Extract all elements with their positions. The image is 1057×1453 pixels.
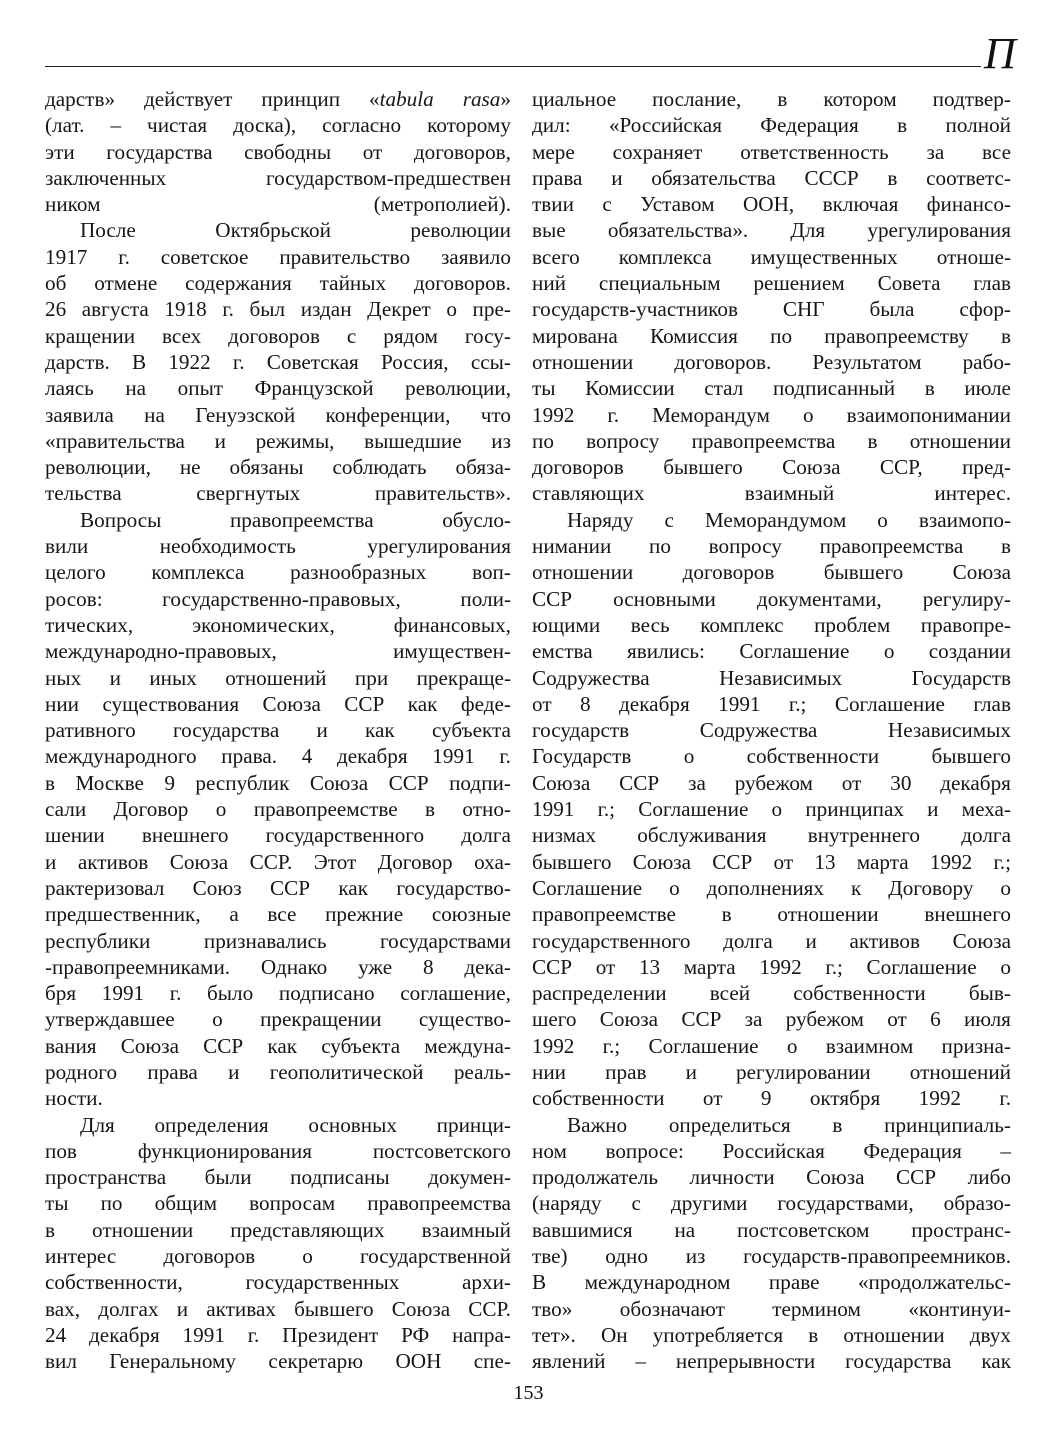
text-line: права и обязательства СССР в соответс-: [532, 165, 1011, 190]
text-line: Для определения основных принци-: [80, 1112, 511, 1137]
text-line: революции, не обязаны соблюдать обяза-: [45, 455, 511, 480]
text-line: и активов Союза ССР. Этот Договор оха-: [45, 849, 511, 874]
right-column: [532, 86, 1011, 1375]
text-line: распределении всей собственности быв-: [532, 981, 1011, 1006]
text-line: заявила на Генуэзской конференции, что: [45, 402, 511, 427]
text-line: ником (метрополией).: [45, 192, 511, 217]
page-number: 153: [513, 1382, 544, 1404]
text-line: тет». Он употребляется в отношении двух: [532, 1322, 1011, 1347]
header-rule: [45, 66, 981, 67]
text-line: договоров бывшего Союза ССР, пред-: [532, 455, 1011, 480]
text-line: рактеризовал Союз ССР как государство-: [45, 875, 511, 900]
text-line: тельства свергнутых правительств».: [45, 481, 511, 506]
text-line: бывшего Союза ССР от 13 марта 1992 г.;: [532, 849, 1011, 874]
text-line: 26 августа 1918 г. был издан Декрет о пре-: [45, 297, 511, 322]
text-line: Важно определиться в принципиаль-: [567, 1112, 1011, 1137]
text-line: твии с Уставом ООН, включая финансо-: [532, 192, 1011, 217]
section-letter: П: [984, 29, 1016, 78]
text-line: тических, экономических, финансовых,: [45, 612, 511, 637]
text-line: пространства были подписаны докумен-: [45, 1165, 511, 1190]
text-line: по вопросу правопреемства в отношении: [532, 428, 1011, 453]
text-line: явлений – непрерывности государства как: [532, 1349, 1011, 1374]
text-line: лаясь на опыт Французской революции,: [45, 376, 511, 401]
text-line: После Октябрьской революции: [80, 218, 511, 243]
text-line: собственности от 9 октября 1992 г.: [532, 1086, 1011, 1111]
text-line: пов функционирования постсоветского: [45, 1138, 511, 1163]
text-line: тве) одно из государств-правопреемников.: [532, 1244, 1011, 1269]
text-line: ний специальным решением Совета глав: [532, 271, 1011, 296]
text-line: ССР основными документами, регулиру-: [532, 586, 1011, 611]
text-line: заключенных государством-предшествен: [45, 165, 511, 190]
text-line: ющими весь комплекс проблем правопре-: [532, 612, 1011, 637]
text-line: ты Комиссии стал подписанный в июле: [532, 376, 1011, 401]
text-line: дарств» действует принцип «tabula rasa»: [45, 87, 511, 111]
text-line: 24 декабря 1991 г. Президент РФ напра-: [45, 1322, 511, 1347]
text-line: мирована Комиссия по правопреемству в: [532, 323, 1011, 348]
text-line: 1917 г. советское правительство заявило: [45, 244, 511, 269]
text-line: ном вопросе: Российская Федерация –: [532, 1138, 1011, 1163]
text-line: интерес договоров о государственной: [45, 1244, 511, 1269]
text-line: Содружества Независимых Государств: [532, 665, 1011, 690]
text-line: кращении всех договоров с рядом госу-: [45, 323, 511, 348]
text-line: шении внешнего государственного долга: [45, 823, 511, 848]
text-line: дарств. В 1922 г. Советская Россия, ссы-: [45, 349, 511, 374]
text-line: республики признавались государствами: [45, 928, 511, 953]
text-line: ности.: [45, 1086, 103, 1111]
text-line: «правительства и режимы, вышедшие из: [45, 428, 511, 453]
text-line: Вопросы правопреемства обусло-: [80, 507, 511, 532]
text-line: ССР от 13 марта 1992 г.; Соглашение о: [532, 954, 1011, 979]
text-line: эти государства свободны от договоров,: [45, 139, 511, 164]
text-line: вил Генеральному секретарю ООН спе-: [45, 1349, 511, 1374]
text-line: тво» обозначают термином «континуи-: [532, 1296, 1011, 1321]
text-line: ты по общим вопросам правопреемства: [45, 1191, 511, 1216]
text-line: дил: «Российская Федерация в полной: [532, 113, 1011, 138]
text-line: шего Союза ССР за рубежом от 6 июля: [532, 1007, 1011, 1032]
text-line: Наряду с Меморандумом о взаимопо-: [567, 507, 1011, 532]
text-line: государственного долга и активов Союза: [532, 928, 1011, 953]
text-line: 1992 г. Меморандум о взаимопонимании: [532, 402, 1011, 427]
text-line: вания Союза ССР как субъекта междуна-: [45, 1033, 511, 1058]
text-line: утверждавшее о прекращении существо-: [45, 1007, 511, 1032]
text-line: целого комплекса разнообразных воп-: [45, 560, 511, 585]
text-line: ративного государства и как субъекта: [45, 718, 511, 743]
text-line: емства явились: Соглашение о создании: [532, 639, 1011, 664]
text-line: низмах обслуживания внутреннего долга: [532, 823, 1011, 848]
text-line: В международном праве «продолжательс-: [532, 1270, 1011, 1295]
text-line: отношении договоров. Результатом рабо-: [532, 349, 1011, 374]
text-line: отношении договоров бывшего Союза: [532, 560, 1011, 585]
text-line: (лат. – чистая доска), согласно которому: [45, 113, 511, 138]
text-line: нии прав и регулировании отношений: [532, 1059, 1011, 1084]
left-column: [45, 86, 511, 1375]
text-line: 1992 г.; Соглашение о взаимном призна-: [532, 1033, 1011, 1058]
text-line: сали Договор о правопреемстве в отно-: [45, 797, 511, 822]
text-line: государств Содружества Независимых: [532, 718, 1011, 743]
text-line: вили необходимость урегулирования: [45, 534, 511, 559]
text-line: (наряду с другими государствами, образо-: [532, 1191, 1011, 1216]
text-line: правопреемстве в отношении внешнего: [532, 902, 1011, 927]
text-line: 1991 г.; Соглашение о принципах и меха-: [532, 797, 1011, 822]
text-line: вые обязательства». Для урегулирования: [532, 218, 1011, 243]
text-line: циальное послание, в котором подтвер-: [532, 87, 1011, 111]
text-line: Союза ССР за рубежом от 30 декабря: [532, 770, 1011, 795]
text-line: мере сохраняет ответственность за все: [532, 139, 1011, 164]
text-line: ных и иных отношений при прекраще-: [45, 665, 511, 690]
text-line: Соглашение о дополнениях к Договору о: [532, 875, 1011, 900]
text-line: международного права. 4 декабря 1991 г.: [45, 744, 511, 769]
text-line: собственности, государственных архи-: [45, 1270, 511, 1295]
text-line: в Москве 9 республик Союза ССР подпи-: [45, 770, 511, 795]
text-line: об отмене содержания тайных договоров.: [45, 271, 511, 296]
text-line: нимании по вопросу правопреемства в: [532, 534, 1011, 559]
text-line: ставляющих взаимный интерес.: [532, 481, 1011, 506]
text-line: родного права и геополитической реаль-: [45, 1059, 511, 1084]
text-line: вавшимися на постсоветском пространс-: [532, 1217, 1011, 1242]
text-line: предшественник, а все прежние союзные: [45, 902, 511, 927]
text-line: нии существования Союза ССР как феде-: [45, 691, 511, 716]
text-line: -правопреемниками. Однако уже 8 дека-: [45, 954, 511, 979]
text-line: росов: государственно-правовых, поли-: [45, 586, 511, 611]
text-line: продолжатель личности Союза ССР либо: [532, 1165, 1011, 1190]
text-line: государств-участников СНГ была сфор-: [532, 297, 1011, 322]
text-line: в отношении представляющих взаимный: [45, 1217, 511, 1242]
text-line: вах, долгах и активах бывшего Союза ССР.: [45, 1296, 511, 1321]
text-line: Государств о собственности бывшего: [532, 744, 1011, 769]
text-line: от 8 декабря 1991 г.; Соглашение глав: [532, 691, 1011, 716]
text-line: международно-правовых, имуществен-: [45, 639, 511, 664]
text-line: всего комплекса имущественных отноше-: [532, 244, 1011, 269]
text-line: бря 1991 г. было подписано соглашение,: [45, 981, 511, 1006]
